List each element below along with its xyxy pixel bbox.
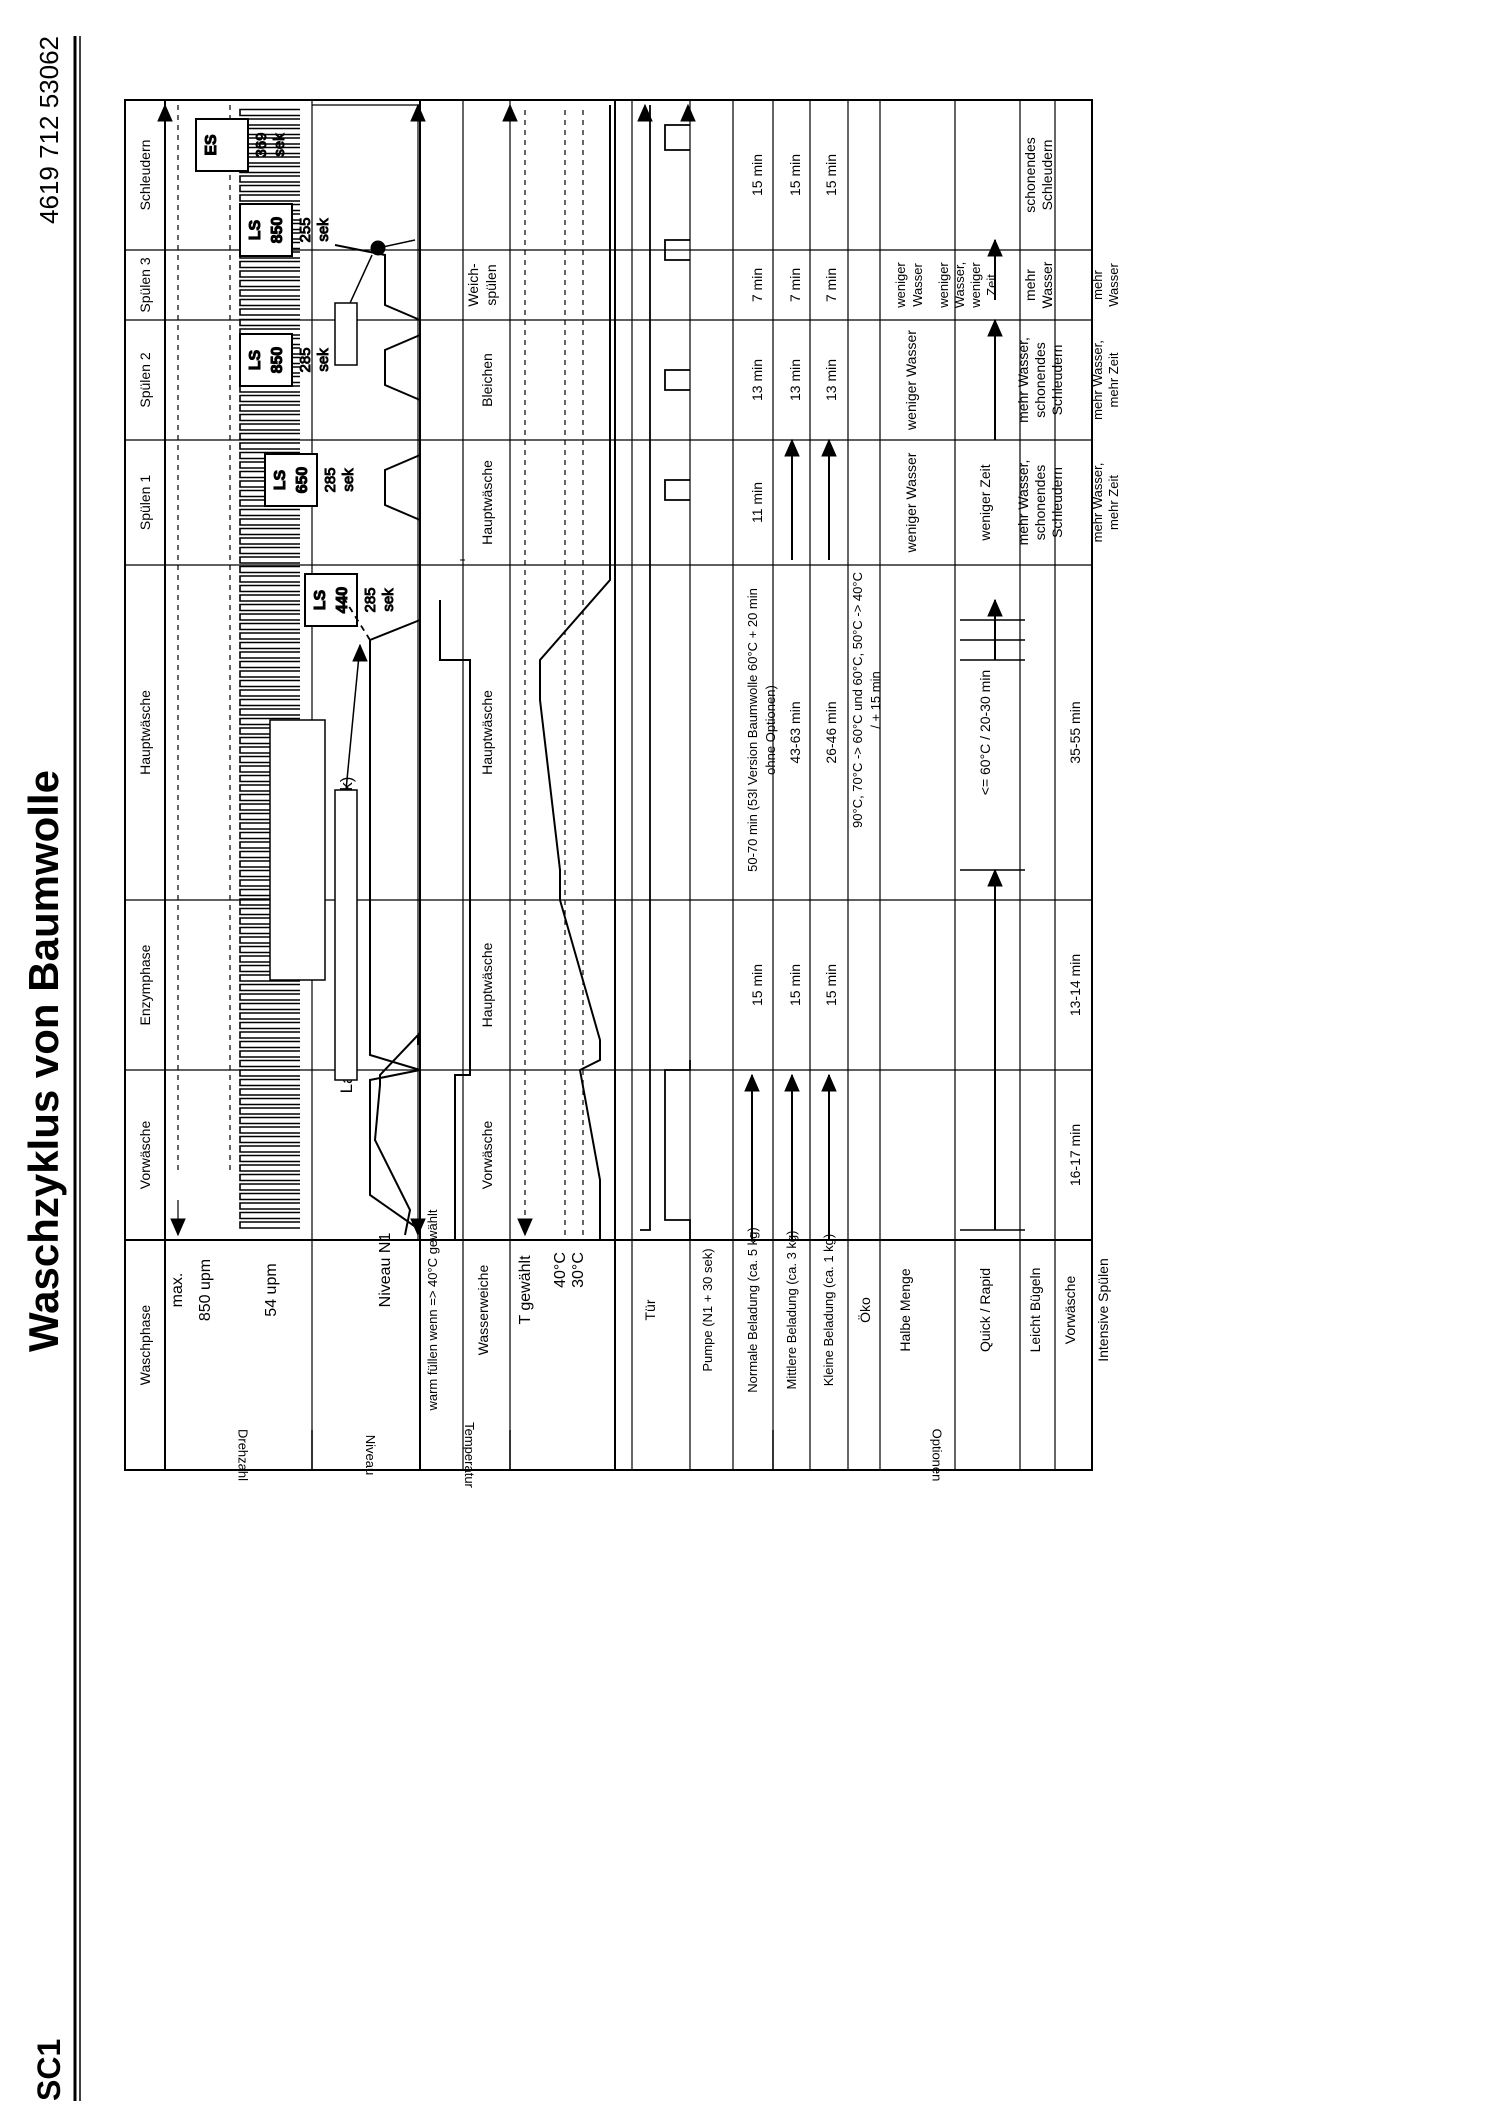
header-doc-number: 4619 712 53062: [34, 36, 64, 224]
int-sp1-b: mehr Zeit: [1106, 475, 1121, 530]
buegeln-schl-b: Schleudern: [1039, 139, 1055, 211]
halbe-sp3-a: weniger: [893, 262, 908, 308]
phase-header-5: Spülen 3: [137, 257, 153, 313]
ls-850-b-duration: 255: [297, 217, 314, 243]
spuelstop-pointer: [350, 255, 372, 303]
phase-header-6: Schleudern: [137, 139, 153, 211]
kleine-schleudern: 15 min: [823, 153, 839, 197]
mittlere-arrow-sp1-head: [785, 440, 799, 456]
first-col-header: Waschphase: [137, 1304, 153, 1386]
header-title: Waschzyklus von Baumwolle: [20, 770, 67, 1352]
pumpe-pulse-1: [665, 370, 690, 390]
quick-sp3-d: Zeit: [984, 274, 999, 296]
buegeln-sp2-c: Schleudern: [1049, 344, 1065, 416]
niveau-trace-sp2: [385, 335, 420, 400]
normale-enzym: 15 min: [749, 963, 765, 1007]
quick-sp3-a: weniger: [936, 262, 951, 308]
ls-440-speed: 440: [334, 586, 351, 614]
niveau-trace-sp1: [385, 455, 420, 520]
int-sp2-a: mehr Wasser,: [1090, 340, 1105, 420]
normale-arrow-head: [745, 1075, 759, 1091]
ls-440-unit: sek: [380, 588, 397, 612]
label-niveau-n1: Niveau N1: [377, 1232, 394, 1308]
group-label-3: Optionen: [929, 1428, 945, 1482]
ls-650-type: LS: [272, 469, 289, 491]
label-oeko: Öko: [857, 1297, 873, 1323]
quick-sp3-b: Wasser,: [952, 261, 967, 309]
phase-header-0: Vorwäsche: [137, 1120, 153, 1190]
label-halbe: Halbe Menge: [897, 1268, 913, 1352]
ww-haupt: Hauptwäsche: [479, 690, 495, 775]
label-vorwaesche: Vorwäsche: [1062, 1275, 1078, 1345]
mittlere-sp3: 7 min: [787, 267, 803, 303]
ww-enzym: Hauptwäsche: [479, 942, 495, 1028]
oeko-haupt-a: 90°C, 70°C -> 60°C und 60°C, 50°C -> 40°C: [850, 572, 865, 828]
ls-440-duration: 285: [362, 587, 379, 613]
header-code: SC1: [31, 2038, 67, 2101]
mittlere-sp2: 13 min: [787, 358, 803, 402]
quick-arrow-haupt-head: [988, 600, 1002, 616]
es-box-type: ES: [203, 134, 220, 156]
kleine-arrow-head: [822, 1075, 836, 1091]
phase-header-4: Spülen 2: [137, 352, 153, 408]
laugen-box: [335, 790, 357, 1080]
ww-sp3-b: spülen: [483, 264, 499, 306]
label-tuer: Tür: [642, 1299, 658, 1321]
mittlere-enzym: 15 min: [787, 963, 803, 1007]
ls-650: [265, 454, 357, 506]
es-box-unit: sek: [271, 133, 288, 157]
normale-haupt-a: 50-70 min (53l Version Baumwolle 60°C + 20 min: [745, 588, 760, 872]
group-label-2: Temperatur: [462, 1422, 477, 1488]
mittlere-arrow-head: [785, 1075, 799, 1091]
ls-650-unit: sek: [340, 468, 357, 492]
label-850: 850 upm: [197, 1258, 214, 1322]
drehzahl-pulse-train: [240, 110, 300, 1229]
mittlere-haupt: 43-63 min: [787, 701, 803, 764]
buegeln-sp3-b: Wasser: [1039, 261, 1055, 309]
halbe-sp1: weniger Wasser: [903, 452, 919, 553]
mittlere-schleudern: 15 min: [787, 153, 803, 197]
pumpe-trace-1: [665, 1060, 690, 1240]
pumpe-arrow: [681, 105, 695, 121]
t-arrow: [518, 1219, 532, 1235]
normale-schleudern: 15 min: [749, 153, 765, 197]
halbe-sp2: weniger Wasser: [903, 330, 919, 430]
buegeln-sp1-c: Schleudern: [1049, 467, 1065, 538]
quick-sp3-c: weniger: [968, 262, 983, 308]
label-30c: 30°C: [570, 1252, 587, 1288]
group-label-1: Niveau: [363, 1434, 378, 1476]
phase-header-3: Spülen 1: [137, 474, 153, 531]
vw-enzym: 13-14 min: [1067, 953, 1083, 1017]
label-kleine: Kleine Beladung (ca. 1 kg): [821, 1233, 836, 1387]
kleine-sp3: 7 min: [823, 267, 839, 303]
label-wasserweiche: Wasserweiche: [475, 1264, 491, 1356]
int-sp2-b: mehr Zeit: [1106, 352, 1121, 408]
niveau-n1-arrow: [411, 1219, 425, 1235]
quick-arrow-vor-head: [988, 870, 1002, 886]
int-sp3-a: mehr: [1090, 270, 1105, 300]
halbe-sp3-b: Wasser: [910, 263, 925, 307]
int-sp3-b: Wasser: [1106, 263, 1121, 307]
label-buegeln: Leicht Bügeln: [1027, 1267, 1043, 1353]
ls-850-a-duration: 285: [297, 347, 314, 373]
label-40c: 40°C: [552, 1252, 569, 1288]
warm-fill-trace: [440, 600, 470, 1240]
label-normale: Normale Beladung (ca. 5 kg): [745, 1227, 760, 1393]
group-label-0: Drehzahl: [235, 1428, 251, 1482]
ls-850-b: [240, 204, 332, 256]
ls-440: [305, 574, 397, 626]
ls-850-a-type: LS: [247, 349, 264, 371]
normale-sp2: 13 min: [749, 358, 765, 402]
int-sp1-a: mehr Wasser,: [1090, 462, 1105, 543]
quick-arrow-sp3-head: [988, 240, 1002, 256]
ls-650-speed: 650: [294, 466, 311, 494]
ls-850-b-type: LS: [247, 219, 264, 241]
reversierung-box: [270, 720, 325, 980]
label-intensiv: Intensive Spülen: [1095, 1258, 1111, 1362]
ww-sp2: Bleichen: [479, 353, 495, 407]
niveau-trace-main: [370, 620, 420, 1230]
laugen-pointer: [346, 645, 360, 790]
ls-850-b-speed: 850: [269, 216, 286, 244]
niveau-trace-prewash: [375, 1035, 418, 1235]
quick-haupt: <= 60°C / 20-30 min: [977, 669, 993, 796]
vw-haupt: 35-55 min: [1067, 701, 1083, 764]
label-54: 54 upm: [263, 1263, 280, 1317]
ls-850-a-speed: 850: [269, 346, 286, 374]
laugen-pointer-head: [353, 645, 367, 661]
ls-650-duration: 285: [322, 467, 339, 493]
phase-header-2: Hauptwäsche: [137, 690, 153, 775]
kleine-enzym: 15 min: [823, 963, 839, 1007]
quick-arrow-sp2-head: [988, 320, 1002, 336]
label-t-gewaehlt: T gewählt: [517, 1255, 534, 1325]
oeko-haupt-b: / + 15 min: [868, 671, 883, 729]
ls-850-a-unit: sek: [315, 348, 332, 372]
tuer-trace: [640, 105, 650, 1230]
quick-sp1: weniger Zeit: [977, 464, 993, 541]
phase-header-1: Enzymphase: [137, 944, 153, 1026]
temperature-axis-arrow: [503, 105, 517, 121]
ww-vorwaesche: Vorwäsche: [479, 1120, 495, 1190]
ls-850-b-unit: sek: [315, 218, 332, 242]
kleine-haupt: 26-46 min: [823, 701, 839, 764]
normale-sp1: 11 min: [749, 482, 765, 523]
label-max: max.: [169, 1272, 186, 1308]
buegeln-sp1-b: schonendes: [1032, 464, 1048, 541]
label-quick: Quick / Rapid: [977, 1267, 993, 1353]
ls-850-a: [240, 334, 332, 386]
es-box-duration: 369: [253, 132, 270, 158]
pumpe-pulse-0: [665, 480, 690, 500]
pumpe-pulse-3: [665, 125, 690, 150]
drehzahl-axis-arrow: [158, 105, 172, 121]
buegeln-sp1-a: mehr Wasser,: [1015, 459, 1031, 546]
label-pumpe: Pumpe (N1 + 30 sek): [700, 1248, 715, 1372]
buegeln-sp3-a: mehr: [1022, 269, 1038, 301]
normale-sp3: 7 min: [749, 267, 765, 303]
kleine-arrow-sp1-head: [822, 440, 836, 456]
buegeln-schl-a: schonendes: [1022, 137, 1038, 213]
buegeln-sp2-b: schonendes: [1032, 342, 1048, 418]
buegeln-sp2-a: mehr Wasser,: [1015, 337, 1031, 423]
label-warm-fill: warm füllen wenn => 40°C gewählt: [425, 1209, 440, 1411]
normale-haupt-b: ohne Optionen): [763, 685, 778, 775]
kleine-sp2: 13 min: [823, 358, 839, 402]
vw-vor: 16-17 min: [1067, 1123, 1083, 1187]
ww-sp3-a: Weich-: [465, 263, 481, 307]
spuelstop-box: [335, 303, 357, 365]
header: [20, 36, 80, 2101]
ww-sp1: Hauptwäsche: [479, 460, 495, 545]
label-mittlere: Mittlere Beladung (ca. 3 kg): [784, 1230, 799, 1390]
ls-440-type: LS: [312, 589, 329, 611]
